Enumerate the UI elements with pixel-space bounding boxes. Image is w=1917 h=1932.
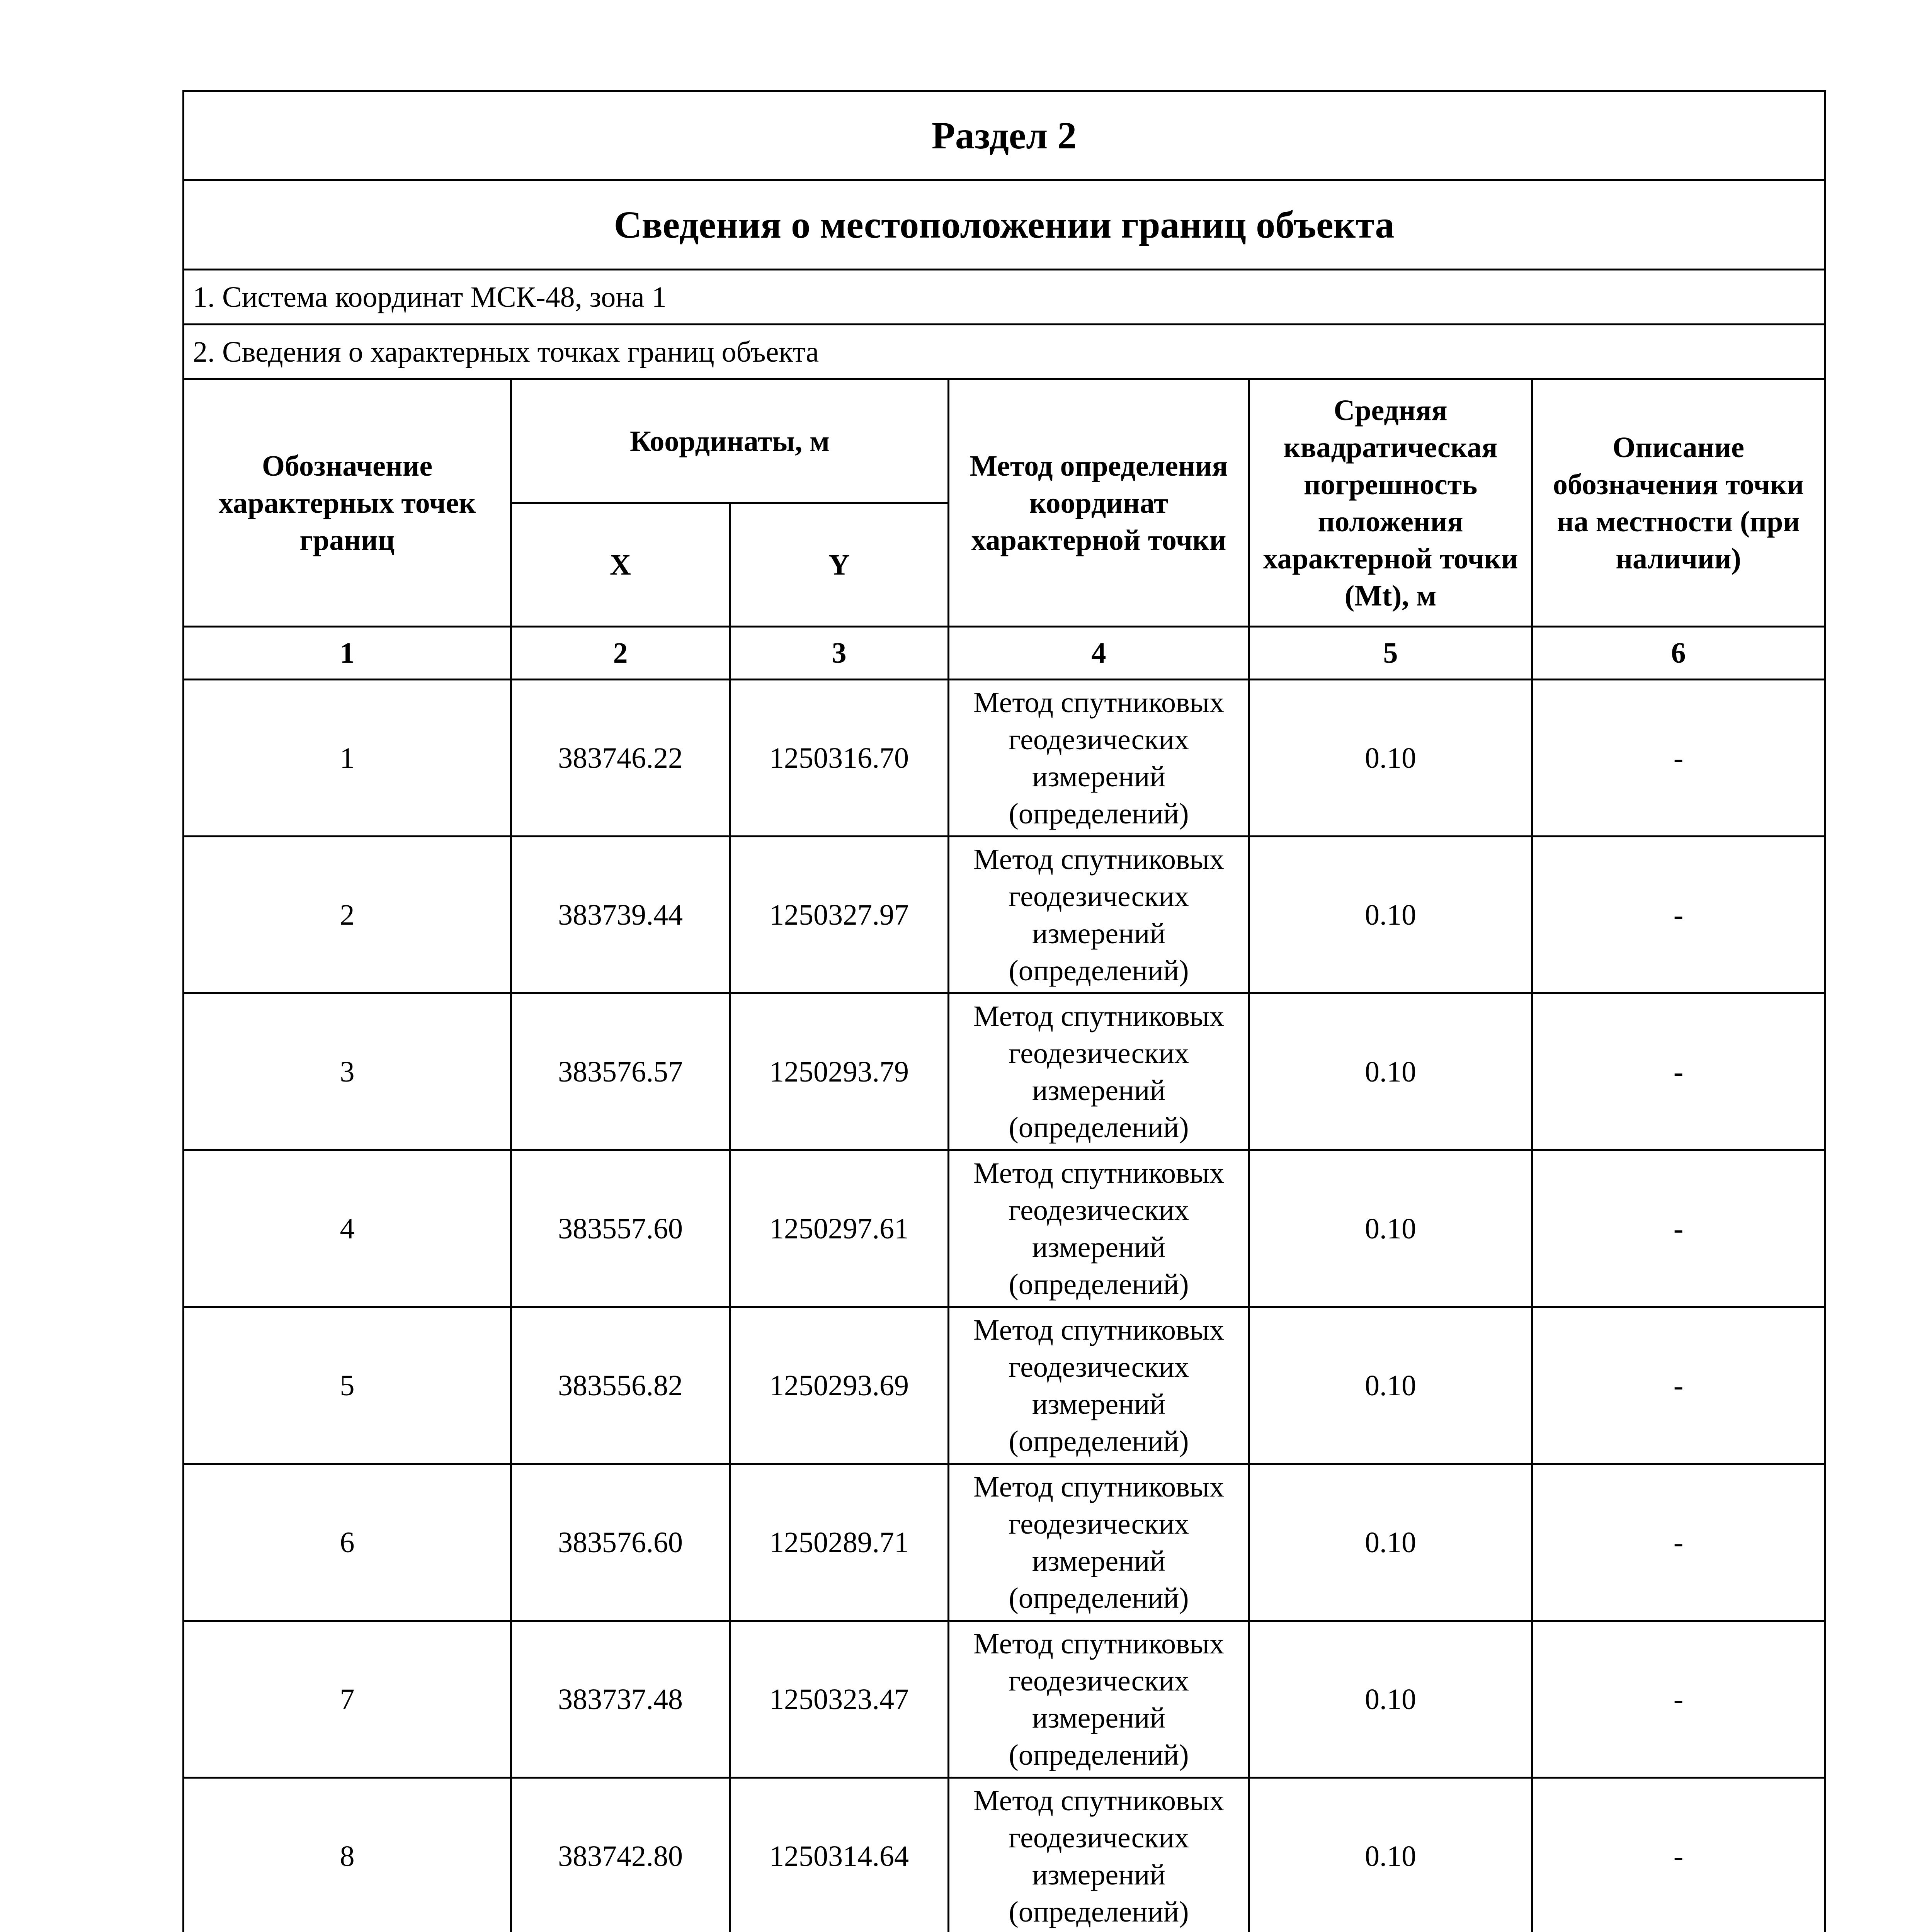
table-row bbox=[184, 1778, 1825, 1932]
method: Метод спутниковых геодезических измерений (определений) bbox=[949, 1621, 1249, 1778]
description: - bbox=[1532, 837, 1825, 993]
table-row bbox=[184, 1621, 1825, 1778]
header-method: Метод определения координат характерной точки bbox=[949, 379, 1249, 627]
header-coords: Координаты, м bbox=[511, 379, 949, 503]
header-point: Обозначение характерных точек границ bbox=[184, 379, 511, 627]
description: - bbox=[1532, 1307, 1825, 1464]
error-mt: 0.10 bbox=[1249, 1464, 1532, 1621]
points-heading: 2. Сведения о характерных точках границ объекта bbox=[184, 325, 1825, 379]
point-id: 2 bbox=[184, 837, 511, 993]
table-row bbox=[184, 1307, 1825, 1464]
error-mt: 0.10 bbox=[1249, 1150, 1532, 1307]
column-number: 2 bbox=[511, 627, 730, 680]
coord-x: 383737.48 bbox=[511, 1621, 730, 1778]
column-number: 4 bbox=[949, 627, 1249, 680]
coord-y: 1250293.69 bbox=[730, 1307, 949, 1464]
section-subtitle: Сведения о местоположении границ объекта bbox=[184, 180, 1825, 270]
method: Метод спутниковых геодезических измерений (определений) bbox=[949, 1778, 1249, 1932]
coord-x: 383746.22 bbox=[511, 680, 730, 837]
description: - bbox=[1532, 680, 1825, 837]
error-mt: 0.10 bbox=[1249, 837, 1532, 993]
coord-y: 1250297.61 bbox=[730, 1150, 949, 1307]
coord-y: 1250327.97 bbox=[730, 837, 949, 993]
coord-y: 1250293.79 bbox=[730, 993, 949, 1150]
column-number: 3 bbox=[730, 627, 949, 680]
point-id: 8 bbox=[184, 1778, 511, 1932]
description: - bbox=[1532, 1621, 1825, 1778]
method: Метод спутниковых геодезических измерений (определений) bbox=[949, 1150, 1249, 1307]
coord-y: 1250316.70 bbox=[730, 680, 949, 837]
column-number: 5 bbox=[1249, 627, 1532, 680]
description: - bbox=[1532, 993, 1825, 1150]
coord-y: 1250323.47 bbox=[730, 1621, 949, 1778]
description: - bbox=[1532, 1778, 1825, 1932]
point-id: 1 bbox=[184, 680, 511, 837]
header-description: Описание обозначения точки на местности (при наличии) bbox=[1532, 379, 1825, 627]
method: Метод спутниковых геодезических измерений (определений) bbox=[949, 680, 1249, 837]
method: Метод спутниковых геодезических измерений (определений) bbox=[949, 1464, 1249, 1621]
method: Метод спутниковых геодезических измерений (определений) bbox=[949, 837, 1249, 993]
table-row bbox=[184, 680, 1825, 837]
table-row bbox=[184, 1464, 1825, 1621]
document-page bbox=[182, 90, 1824, 1932]
point-id: 7 bbox=[184, 1621, 511, 1778]
coordinate-system: 1. Система координат МСК-48, зона 1 bbox=[184, 270, 1825, 325]
method: Метод спутниковых геодезических измерений (определений) bbox=[949, 993, 1249, 1150]
point-id: 5 bbox=[184, 1307, 511, 1464]
error-mt: 0.10 bbox=[1249, 1778, 1532, 1932]
coord-x: 383576.60 bbox=[511, 1464, 730, 1621]
boundary-points-table bbox=[182, 90, 1826, 1932]
error-mt: 0.10 bbox=[1249, 993, 1532, 1150]
coord-x: 383739.44 bbox=[511, 837, 730, 993]
coord-x: 383556.82 bbox=[511, 1307, 730, 1464]
method: Метод спутниковых геодезических измерений (определений) bbox=[949, 1307, 1249, 1464]
coord-x: 383557.60 bbox=[511, 1150, 730, 1307]
description: - bbox=[1532, 1464, 1825, 1621]
header-x: X bbox=[511, 503, 730, 627]
header-error: Средняя квадратическая погрешность положения характерной точки (Mt), м bbox=[1249, 379, 1532, 627]
error-mt: 0.10 bbox=[1249, 1621, 1532, 1778]
table-row bbox=[184, 993, 1825, 1150]
error-mt: 0.10 bbox=[1249, 1307, 1532, 1464]
column-number: 6 bbox=[1532, 627, 1825, 680]
column-numbers-row bbox=[184, 627, 1825, 680]
column-number: 1 bbox=[184, 627, 511, 680]
point-id: 3 bbox=[184, 993, 511, 1150]
header-y: Y bbox=[730, 503, 949, 627]
point-id: 6 bbox=[184, 1464, 511, 1621]
description: - bbox=[1532, 1150, 1825, 1307]
point-id: 4 bbox=[184, 1150, 511, 1307]
coord-y: 1250289.71 bbox=[730, 1464, 949, 1621]
coord-y: 1250314.64 bbox=[730, 1778, 949, 1932]
error-mt: 0.10 bbox=[1249, 680, 1532, 837]
coord-x: 383742.80 bbox=[511, 1778, 730, 1932]
table-row bbox=[184, 1150, 1825, 1307]
table-row bbox=[184, 837, 1825, 993]
section-title: Раздел 2 bbox=[184, 91, 1825, 180]
coord-x: 383576.57 bbox=[511, 993, 730, 1150]
